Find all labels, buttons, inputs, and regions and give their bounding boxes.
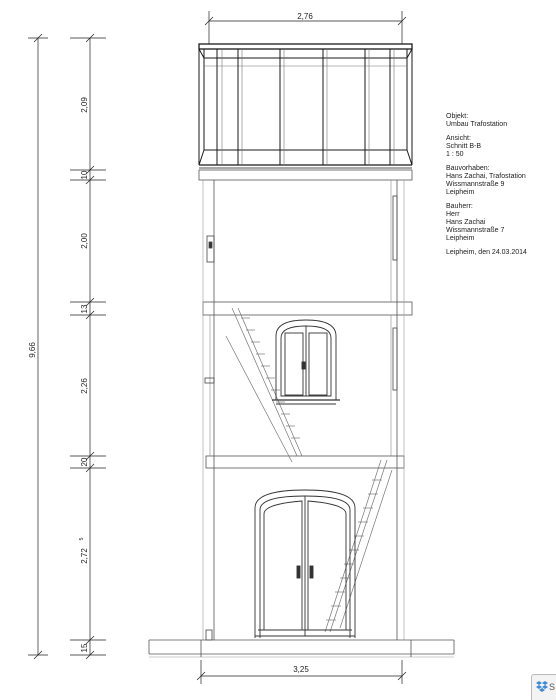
title-block bbox=[446, 113, 554, 263]
bauherr-label: Bauherr: bbox=[446, 203, 473, 210]
scale-value: 1 : 50 bbox=[446, 151, 464, 158]
outer-walls bbox=[203, 180, 404, 640]
stair-lower bbox=[325, 460, 392, 632]
stair-upper bbox=[226, 308, 302, 462]
ansicht-value: Schnitt B-B bbox=[446, 143, 482, 150]
bauvorhaben-label: Bauvorhaben: bbox=[446, 165, 490, 172]
objekt-label: Objekt: bbox=[446, 113, 469, 120]
dim-segment: 10 bbox=[80, 170, 89, 180]
bauvorhaben-name: Hans Zachai, Trafostation bbox=[446, 173, 526, 180]
bauvorhaben-street: Wissmannstraße 9 bbox=[446, 181, 505, 188]
bauherr-city: Leipheim bbox=[446, 235, 475, 242]
dim-segment: 20 bbox=[80, 457, 89, 467]
dropbox-badge-label: S bbox=[549, 682, 556, 692]
bauherr-street: Wissmannstraße 7 bbox=[446, 227, 505, 234]
bauherr-salutation: Herr bbox=[446, 211, 460, 218]
date-line: Leipheim, den 24.03.2014 bbox=[446, 249, 527, 256]
dim-segment: 2,09 bbox=[80, 97, 89, 113]
dim-segment: 15 bbox=[80, 643, 89, 653]
objekt-value: Umbau Trafostation bbox=[446, 121, 508, 128]
dim-segment: 2,72 bbox=[80, 548, 89, 564]
dim-segment-superscript: 5 bbox=[79, 537, 85, 541]
bauherr-name: Hans Zachai bbox=[446, 219, 486, 226]
arched-door bbox=[255, 490, 355, 638]
ansicht-label: Ansicht: bbox=[446, 135, 471, 142]
glass-roof bbox=[199, 44, 412, 168]
dim-segment: 2,26 bbox=[80, 378, 89, 394]
dropbox-icon bbox=[536, 681, 548, 692]
bauvorhaben-city: Leipheim bbox=[446, 189, 475, 196]
dim-bottom-width: 3,25 bbox=[293, 665, 309, 674]
wall-fixtures bbox=[205, 196, 397, 640]
dim-total-height: 9,66 bbox=[28, 342, 37, 358]
dim-segment: 13 bbox=[80, 304, 89, 314]
foundation bbox=[149, 640, 454, 657]
arched-window bbox=[272, 320, 340, 404]
dim-top-width: 2,76 bbox=[297, 12, 313, 21]
dropbox-badge[interactable] bbox=[531, 674, 556, 700]
dim-segment: 2,00 bbox=[80, 233, 89, 249]
floor-slabs bbox=[199, 170, 412, 468]
